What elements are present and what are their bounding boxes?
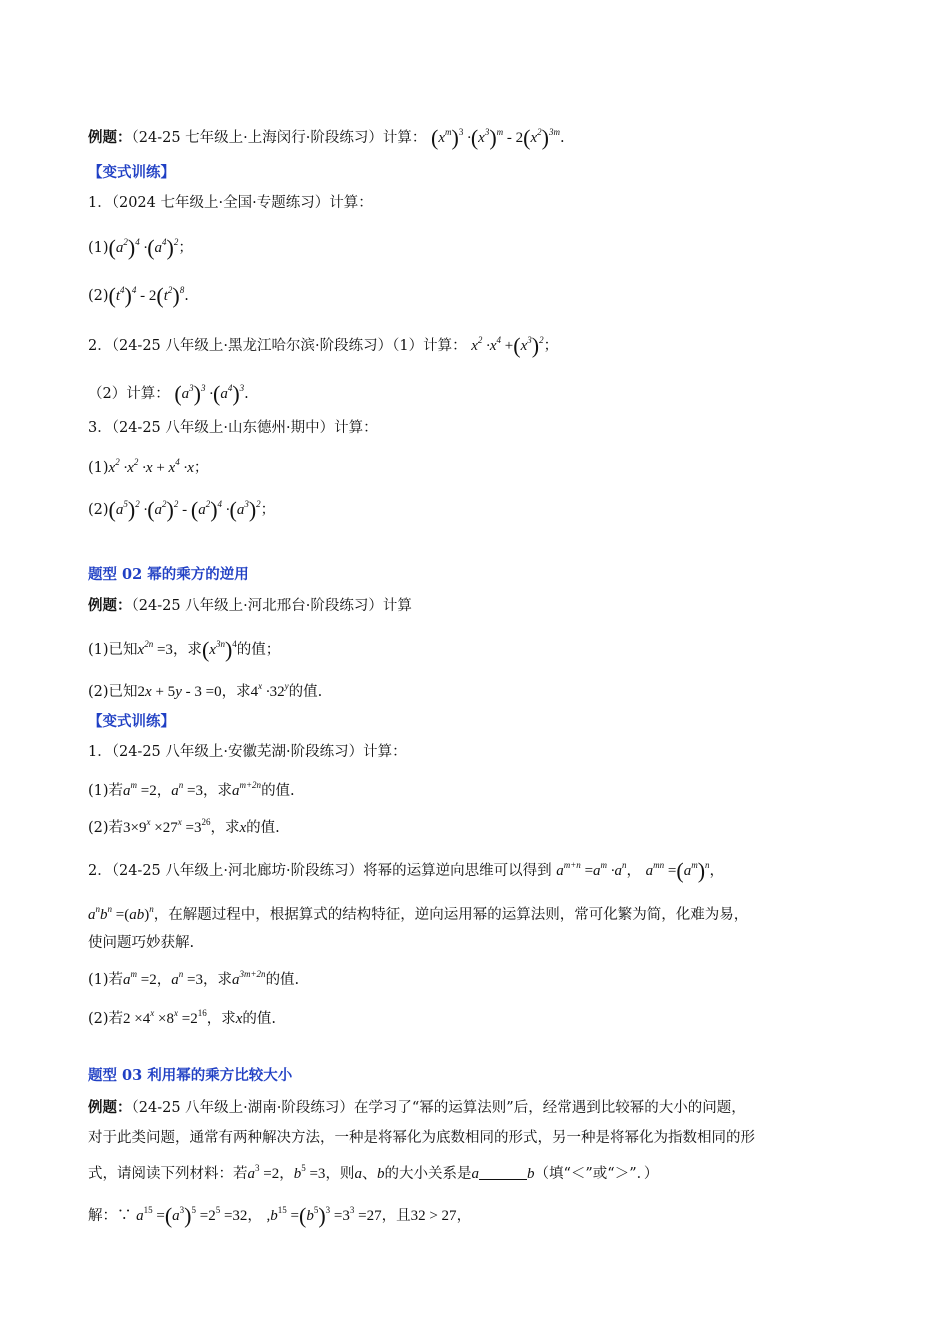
formula: $a^3 =2$ <box>247 1163 280 1182</box>
question-4-part-1: (1)若$a^m =2$，$a^n =3$，求$a^{m+2n}$的值. <box>88 780 295 799</box>
formula: $(x^m)^3 \cdot(x^3)^m - 2(x^2)^{3m}$ <box>431 125 560 150</box>
section-title-type-03: 题型 03 利用幂的乘方比较大小 <box>88 1067 293 1084</box>
example-3-solution: 解：∵ $a^{15} =(a^3)^5 =2^5 =32$， $,b^{15} =(b^5)^3 =3^3 =27$，且32 > 27， <box>88 1203 472 1228</box>
formula: $a^n =3$ <box>171 969 203 988</box>
formula: $3\times 9^x \times 27^x =3^{26}$ <box>123 817 211 836</box>
formula: $a^{m+2n}$ <box>231 780 262 799</box>
formula: $4^x \cdot 32^y$ <box>250 681 289 700</box>
question-5-line-2: $a^nb^n =(ab)^n$，在解题过程中，根据算式的结构特征，逆向运用幂的运算法则，常可化繁为简，化难为易， <box>88 904 749 923</box>
question-5-part-1: (1)若$a^m =2$，$a^n =3$，求$a^{3m+2n}$的值. <box>88 969 300 988</box>
example-2-part-2: (2)已知2x + 5y - 3 =0，求$4^x \cdot 32^y$的值. <box>88 681 323 700</box>
example-2-part-1: (1)已知$x^{2n} =3$，求$(x^{3n})^4$的值； <box>88 637 281 662</box>
formula: $a^{15} =(a^3)^5 =2^5 =32$ <box>136 1203 248 1228</box>
formula: $,b^{15} =(b^5)^3 =3^3 =27$ <box>266 1203 382 1228</box>
formula: $(a^5)^2 \cdot(a^2)^2 - (a^2)^4 \cdot(a^3)^2$ <box>108 497 261 522</box>
variant-title: 【变式训练】 <box>88 164 175 181</box>
formula: $(x^{3n})^4$ <box>201 637 237 662</box>
formula: 32 > 27 <box>410 1208 457 1224</box>
formula: $b^5 =3$ <box>293 1163 326 1182</box>
formula: $2 \times 4^x \times 8^x =2^{16}$ <box>123 1008 207 1027</box>
question-2: 2．（24-25 八年级上·黑龙江哈尔滨·阶段练习）（1）计算： $x^2 \cdot x^4 +(x^3)^2$； <box>88 333 559 358</box>
question-5-part-2: (2)若$2 \times 4^x \times 8^x =2^{16}$，求x的值. <box>88 1008 276 1027</box>
question-1-part-1: $(1)(a^2)^4 \cdot(a^4)^2$； <box>88 235 193 260</box>
example-1: 例题：（24-25 七年级上·上海闵行·阶段练习）计算： $(x^m)^3 \cdot(x^3)^m - 2(x^2)^{3m}$. <box>88 125 565 150</box>
formula: $x^{2n} =3$ <box>137 639 173 658</box>
formula: $a^m =2$ <box>123 969 157 988</box>
formula: $(a^3)^3 \cdot(a^4)^3$ <box>174 381 245 406</box>
variant-title-2: 【变式训练】 <box>88 713 175 730</box>
formula: $(a^2)^4 \cdot(a^4)^2$ <box>108 235 179 260</box>
formula: $x^2 \cdot x^4 +(x^3)^2$ <box>471 333 544 358</box>
formula: $a^n =3$ <box>171 780 203 799</box>
formula: 2x + 5y - 3 =0 <box>137 684 222 700</box>
example-label: 例题： <box>88 129 132 146</box>
section-title-type-02: 题型 02 幂的乘方的逆用 <box>88 566 249 583</box>
question-3: 3．（24-25 八年级上·山东德州·期中）计算： <box>88 420 378 436</box>
example-3-line-1: 例题：（24-25 八年级上·湖南·阶段练习）在学习了“幂的运算法则”后，经常遇到比较幂的大小的问题， <box>88 1099 746 1116</box>
formula: $x^2 \cdot x^2 \cdot x + x^4 \cdot x$ <box>108 457 194 476</box>
question-1: 1．（2024 七年级上·全国·专题练习）计算： <box>88 195 373 211</box>
formula: a、b <box>354 1166 385 1182</box>
question-1-part-2: $(2)(t^4)^4 - 2(t^2)^8$. <box>88 283 189 308</box>
example-2: 例题：（24-25 八年级上·河北邢台·阶段练习）计算 <box>88 597 412 614</box>
question-5-line-3: 使问题巧妙获解. <box>88 935 195 951</box>
question-3-part-1: $(1)x^2 \cdot x^2 \cdot x + x^4 \cdot x$； <box>88 457 209 476</box>
question-4: 1．（24-25 八年级上·安徽芜湖·阶段练习）计算： <box>88 744 407 760</box>
question-2-part-2: （2）计算： $(a^3)^3 \cdot(a^4)^3$. <box>88 381 249 406</box>
question-3-part-2: $(2)(a^5)^2 \cdot(a^2)^2 - (a^2)^4 \cdot(a^3)^2$； <box>88 497 276 522</box>
formula: $(t^4)^4 - 2(t^2)^8$ <box>108 283 185 308</box>
formula: $a^m =2$ <box>123 780 157 799</box>
example-3-line-2: 对于此类问题，通常有两种解决方法，一种是将幂化为底数相同的形式，另一种是将幂化为指数相同的形 <box>88 1130 755 1146</box>
answer-blank[interactable] <box>479 1165 527 1180</box>
formula: $a^{3m+2n}$ <box>231 969 266 988</box>
example-3-line-3: 式，请阅读下列材料：若$a^3 =2$，$b^5 =3$，则a、b的大小关系是a b（填“＜”或“＞”．） <box>88 1163 659 1182</box>
formula: $a^{mn} =(a^m)^n$ <box>645 858 710 883</box>
question-4-part-2: (2)若$3\times 9^x \times 27^x =3^{26}$，求x的值. <box>88 817 280 836</box>
example-source: （24-25 七年级上·上海闵行·阶段练习）计算： <box>131 130 427 146</box>
formula: $a^{m+n} =a^m \cdot a^n$ <box>556 860 627 879</box>
question-5: 2．（24-25 八年级上·河北廊坊·阶段练习）将幂的运算逆向思维可以得到 $a^{m+n} =a^m \cdot a^n$， $a^{mn} =(a^m)^n$， <box>88 858 725 883</box>
formula: $a^nb^n =(ab)^n$ <box>88 904 154 923</box>
